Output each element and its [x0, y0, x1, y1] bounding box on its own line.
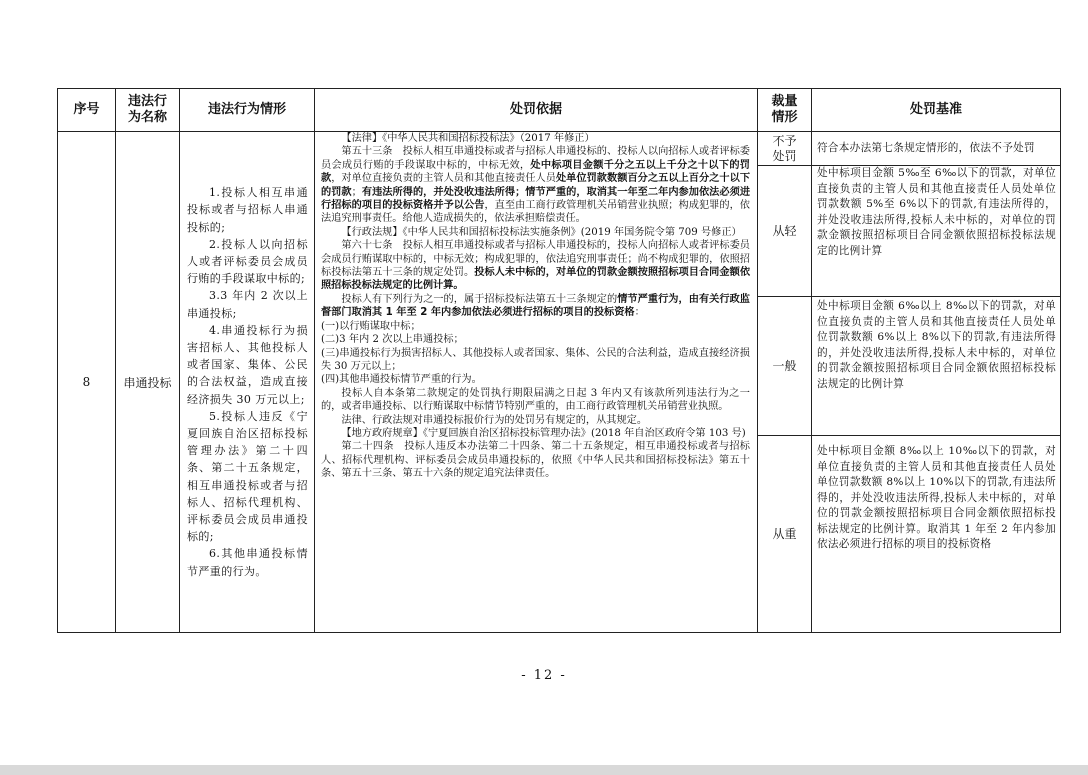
cell-seq: 8 [58, 132, 116, 633]
level-lighter: 从轻 [758, 166, 812, 297]
situation-item: 2.投标人以向招标人或者评标委员会成员行贿的手段谋取中标的; [187, 237, 308, 286]
cell-penalty-basis [315, 132, 758, 633]
article-53-bold: 处中标项目金额千分之五以上千分之十以下的罚款 [321, 159, 750, 185]
list-item: (三)串通投标行为损害招标人、其他投标人或者国家、集体、公民的合法利益，造成直接经济损失 30 万元以上； [321, 347, 750, 372]
article-53-text: 第五十三条 投标人相互串通投标或者与招标人串通投标的、投标人以向招标人或者评标委员会成员行贿的手段谋取中标的，中标无效， [321, 146, 750, 171]
article-67-serious [321, 293, 750, 320]
cell-violation-situations [180, 132, 315, 633]
local-rule-heading: 【地方政府规章】《宁夏回族自治区招标投标管理办法》(2018 年自治区政府令第 103 号) [341, 427, 746, 439]
header-violation-situation: 违法行为情形 [180, 89, 315, 132]
level-heavier: 从重 [758, 436, 812, 633]
cell-violation-name: 串通投标 [116, 132, 180, 633]
article-67 [321, 239, 750, 293]
standard-general: 处中标项目金额 6‰以上 8‰以下的罚款，对单位直接负责的主管人员和其他直接责任人员处单位罚款数额 6%以上 8%以下的罚款,有违法所得的，并处没收违法所得,投标人未中标的，对单位的罚款金额按照招标项目合同金额依照招标投标法规定的比例计算 [812, 297, 1061, 436]
article-53-bold: 有违法所得的，并处没收违法所得；情节严重的，取消其一年至二年内参加依法必须进行招标的项目的投标资格并予以公告 [321, 186, 751, 212]
article-53 [321, 145, 750, 225]
list-item: (二)3 年内 2 次以上串通投标； [321, 334, 464, 346]
list-item: (四)其他串通投标情节严重的行为。 [321, 374, 482, 386]
header-penalty-standard: 处罚基准 [812, 89, 1061, 132]
standard-lighter: 处中标项目金额 5‰至 6‰以下的罚款，对单位直接负责的主管人员和其他直接责任人员处单位罚款数额 5%至 6%以下的罚款,有违法所得的，并处没收违法所得,投标人未中标的，对单位的罚款金额按照招标项目合同金额依照招标投标法规定的比例计算 [812, 166, 1061, 297]
header-penalty-basis: 处罚依据 [315, 89, 758, 132]
article-67-text: ： [634, 307, 645, 319]
penalty-table [57, 88, 1061, 633]
article-67-bold: 情节严重行为，由有关行政监督部门取消其 1 年至 2 年内参加依法必须进行招标的项目的投标资格 [321, 293, 750, 319]
article-53-text: ，对单位直接负责的主管人员和其他直接责任人员 [331, 173, 556, 185]
bottom-divider [0, 765, 1088, 775]
situation-item: 4.串通投标行为损害招标人、其他投标人或者国家、集体、公民的合法权益，造成直接经济损失 30 万元以上; [187, 323, 308, 406]
list-item: (一)以行贿谋取中标； [321, 320, 421, 332]
article-53-text: ，直至由工商行政管理机关吊销营业执照；构成犯罪的，依法追究刑事责任。给他人造成损失的，依法承担赔偿责任。 [321, 200, 750, 225]
basis-paragraph: 投标人自本条第二款规定的处罚执行期限届满之日起 3 年内又有该款所列违法行为之一的，或者串通投标、以行贿谋取中标情节特别严重的，由工商行政管理机关吊销营业执照。 [321, 387, 750, 413]
basis-paragraph: 法律、行政法规对串通投标报价行为的处罚另有规定的，从其规定。 [341, 414, 648, 426]
article-24: 第二十四条 投标人违反本办法第二十四条、第二十五条规定，相互串通投标或者与招标人、招标代理机构、评标委员会成员串通投标的，依照《中华人民共和国招标投标法》第五十条、第五十三条、第五十六条的规定追究法律责任。 [321, 441, 750, 480]
header-violation-name-text: 违法行为名称 [127, 94, 167, 125]
header-seq: 序号 [58, 89, 116, 132]
law-heading: 【法律】《中华人民共和国招标投标法》（2017 年修正） [341, 133, 595, 144]
table-row [58, 132, 1061, 166]
regulation-heading: 【行政法规】《中华人民共和国招标投标法实施条例》(2019 年国务院令第 709 号修正） [341, 226, 742, 238]
level-label: 不予处罚 [772, 133, 797, 163]
header-discretion-situation [758, 89, 812, 132]
article-67-text: 第六十七条 投标人相互串通投标或者与招标人串通投标的，投标人向招标人或者评标委员会成员行贿谋取中标的，中标无效；构成犯罪的，依法追究刑事责任；尚不构成犯罪的，依照招标投标法第五十三条的规定处罚。 [321, 240, 750, 279]
level-general: 一般 [758, 297, 812, 436]
header-discretion-text: 裁量情形 [771, 94, 798, 125]
header-violation-name [116, 89, 180, 132]
article-67-text: 投标人有下列行为之一的，属于招标投标法第五十三条规定的 [341, 293, 618, 305]
page-number: - 12 - [521, 668, 567, 683]
article-67-bold: 投标人未中标的，对单位的罚款金额按照招标项目合同金额依照招标投标法规定的比例计算。 [321, 267, 751, 292]
article-53-text: ； [351, 186, 362, 198]
situation-item: 1.投标人相互串通投标或者与招标人串通投标的; [187, 186, 308, 234]
situation-item: 5.投标人违反《宁夏回族自治区招标投标管理办法》第二十四条、第二十五条规定，相互串通投标或者与招标人、招标代理机构、评标委员会成员串通投标的; [187, 409, 308, 544]
standard-no-penalty: 符合本办法第七条规定情形的，依法不予处罚 [812, 132, 1061, 166]
standard-heavier: 处中标项目金额 8‰以上 10‰以下的罚款，对单位直接负责的主管人员和其他直接责任人员处单位罚款数额 8%以上 10%以下的罚款,有违法所得的，并处没收违法所得,投标人未中标的，对单位的罚款金额按照招标项目合同金额依照招标投标法规定的比例计算。取消其 1 年至 2 年内参加依法必须进行招标的项目的投标资格 [812, 436, 1061, 633]
level-no-penalty [758, 132, 812, 166]
situation-item: 3.3 年内 2 次以上串通投标; [187, 289, 308, 320]
situation-item: 6.其他串通投标情节严重的行为。 [187, 547, 308, 578]
table-header-row [58, 89, 1061, 132]
article-53-bold: 处单位罚款数额百分之五以上百分之十以下的罚款 [321, 173, 751, 198]
